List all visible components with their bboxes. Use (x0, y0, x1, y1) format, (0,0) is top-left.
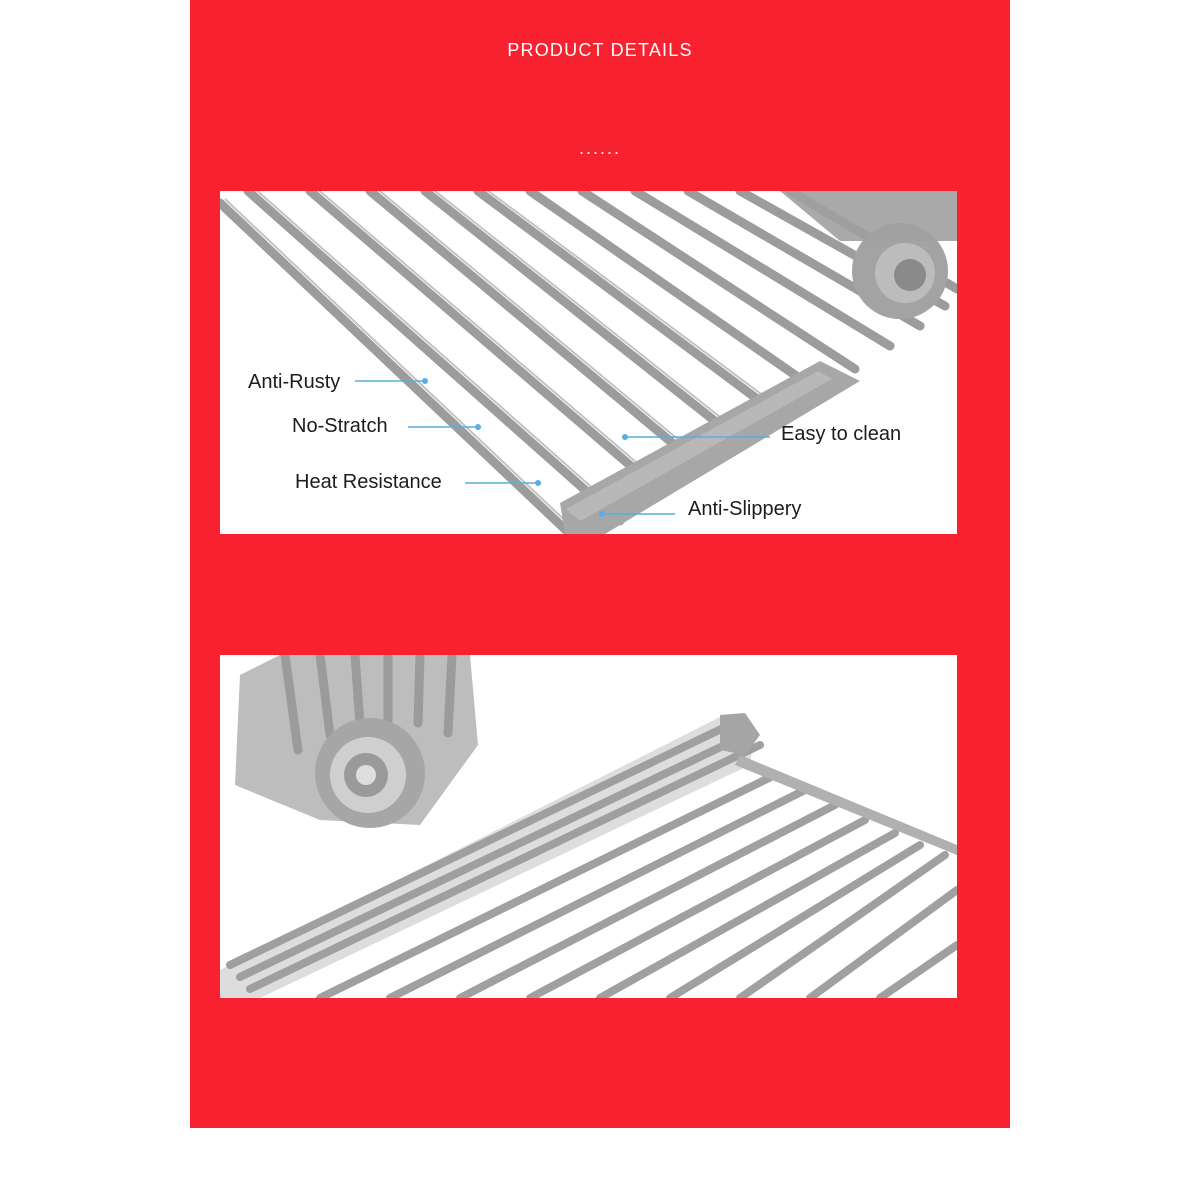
callout-no-stratch: No-Stratch (292, 415, 388, 437)
callout-anti-slippery: Anti-Slippery (688, 498, 802, 520)
rolled-rack-illustration (220, 655, 957, 998)
section-title: PRODUCT DETAILS (507, 40, 693, 60)
callout-anti-rusty: Anti-Rusty (248, 371, 341, 393)
title-divider: ...... (578, 138, 621, 158)
callout-heat-resistance: Heat Resistance (295, 471, 442, 493)
rack-rolled-photo (220, 655, 957, 998)
rack-detail-photo (220, 191, 957, 534)
callout-easy-to-clean: Easy to clean (781, 423, 902, 445)
